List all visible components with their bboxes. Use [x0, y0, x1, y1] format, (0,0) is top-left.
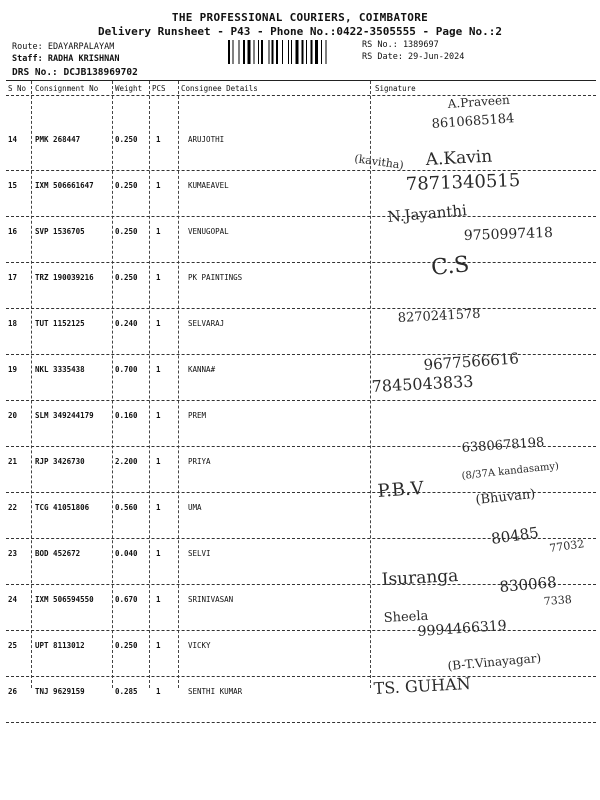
cell-consignment-no: TUT 1152125: [35, 319, 85, 328]
barcode-bar: [288, 40, 289, 64]
cell-weight: 0.285: [115, 687, 138, 696]
cell-consignee: PK PAINTINGS: [188, 273, 243, 282]
barcode-bar: [315, 40, 318, 64]
signature-ink: P.B.V: [376, 477, 425, 502]
signature-ink: (B-T.Vinayagar): [447, 650, 542, 673]
cell-weight: 0.250: [115, 641, 138, 650]
cell-sno: 21: [8, 457, 18, 466]
barcode-bar: [306, 40, 307, 64]
cell-consignee: SELVI: [188, 549, 211, 558]
barcode-bar: [282, 40, 283, 64]
cell-pcs: 1: [156, 641, 161, 650]
cell-consignee: PREM: [188, 411, 207, 420]
cell-consignment-no: TNJ 9629159: [35, 687, 85, 696]
signature-ink: 7845043833: [371, 371, 474, 396]
barcode-bar: [302, 40, 304, 64]
cell-pcs: 1: [156, 227, 161, 236]
cell-sno: 24: [8, 595, 18, 604]
barcode-bar: [296, 40, 299, 64]
barcode-bar: [291, 40, 292, 64]
signature-ink: 9677566616: [423, 349, 520, 374]
signature-ink: (Bhuvan): [474, 486, 537, 508]
barcode-bar: [311, 40, 313, 64]
cell-pcs: 1: [156, 319, 161, 328]
signature-ink: Isuranga: [381, 566, 459, 590]
signature-ink: A.Kavin: [425, 146, 493, 170]
cell-consignee: KUMAEAVEL: [188, 181, 229, 190]
cell-sno: 16: [8, 227, 18, 236]
signature-ink: (8/37A kandasamy): [461, 460, 560, 482]
barcode-bar: [276, 40, 278, 64]
barcode-bar: [261, 40, 263, 64]
rs-date: RS Date: 29-Jun-2024: [362, 52, 465, 62]
cell-pcs: 1: [156, 411, 161, 420]
col-header-consignee: Consignee Details: [181, 84, 258, 93]
cell-pcs: 1: [156, 273, 161, 282]
signature-ink: 8270241578: [397, 306, 481, 326]
col-header-weight: Weight: [115, 84, 143, 93]
barcode-bar: [243, 40, 245, 64]
row-divider: [6, 722, 596, 723]
cell-pcs: 1: [156, 365, 161, 374]
signature-ink: 8610685184: [431, 111, 515, 132]
signature-ink: 7871340515: [405, 170, 521, 195]
cell-sno: 26: [8, 687, 18, 696]
cell-consignee: KANNA#: [188, 365, 216, 374]
cell-weight: 0.250: [115, 273, 138, 282]
cell-pcs: 1: [156, 687, 161, 696]
cell-pcs: 1: [156, 457, 161, 466]
cell-consignee: SENTHI KUMAR: [188, 687, 243, 696]
cell-pcs: 1: [156, 503, 161, 512]
cell-consignment-no: SVP 1536705: [35, 227, 85, 236]
cell-sno: 15: [8, 181, 18, 190]
runsheet-title: Delivery Runsheet - P43 - Phone No.:0422-3505555 - Page No.:2: [98, 25, 502, 38]
barcode-bar: [254, 40, 255, 64]
col-header-signature: Signature: [375, 84, 416, 93]
cell-consignment-no: IXM 506661647: [35, 181, 94, 190]
barcode-bar: [248, 40, 251, 64]
cell-weight: 0.160: [115, 411, 138, 420]
col-header-sno: S No: [8, 84, 27, 93]
column-divider: [112, 81, 113, 688]
cell-consignment-no: IXM 506594550: [35, 595, 94, 604]
barcode-graphic: [228, 40, 354, 64]
route-label: Route: EDAYARPALAYAM: [12, 42, 115, 52]
signature-ink: 9994466319: [417, 617, 508, 640]
cell-sno: 19: [8, 365, 18, 374]
cell-consignee: VENUGOPAL: [188, 227, 229, 236]
signature-ink: TS. GUHAN: [373, 673, 472, 698]
barcode-bar: [326, 40, 327, 64]
rs-number: RS No.: 1389697: [362, 40, 439, 50]
signature-ink: C.S: [430, 252, 471, 281]
drs-number: DRS No.: DCJB138969702: [12, 67, 138, 78]
company-title: THE PROFESSIONAL COURIERS, COIMBATORE: [171, 11, 429, 24]
cell-pcs: 1: [156, 135, 161, 144]
cell-consignment-no: RJP 3426730: [35, 457, 85, 466]
cell-sno: 25: [8, 641, 18, 650]
signature-ink: 6380678198: [461, 435, 545, 456]
barcode-bar: [239, 40, 240, 64]
column-divider: [149, 81, 150, 688]
cell-weight: 0.700: [115, 365, 138, 374]
staff-label: Staff: RADHA KRISHNAN: [12, 54, 120, 64]
cell-pcs: 1: [156, 595, 161, 604]
cell-weight: 0.250: [115, 135, 138, 144]
signature-ink: (kavitha): [353, 152, 405, 172]
cell-consignee: UMA: [188, 503, 202, 512]
signature-ink: N.Jayanthi: [386, 201, 468, 226]
signature-ink: 7338: [543, 593, 573, 608]
barcode-bar: [321, 40, 322, 64]
cell-sno: 17: [8, 273, 18, 282]
signature-ink: Sheela: [383, 608, 429, 626]
signature-area: [353, 0, 596, 640]
cell-sno: 14: [8, 135, 18, 144]
cell-consignment-no: SLM 349244179: [35, 411, 94, 420]
cell-consignee: VICKY: [188, 641, 211, 650]
cell-consignee: SELVARAJ: [188, 319, 225, 328]
barcode-bar: [269, 40, 270, 64]
cell-consignee: SRINIVASAN: [188, 595, 234, 604]
signature-ink: 9750997418: [463, 224, 554, 244]
col-header-consignment: Consignment No: [35, 84, 99, 93]
signature-ink: 830068: [498, 573, 558, 596]
barcode-bar: [272, 40, 274, 64]
cell-weight: 0.040: [115, 549, 138, 558]
signature-ink: 80485: [490, 523, 540, 548]
cell-weight: 0.250: [115, 181, 138, 190]
signature-ink: A.Praveen: [447, 92, 511, 111]
barcode-bar: [258, 40, 259, 64]
signature-ink: 77032: [548, 537, 586, 555]
barcode-bar: [228, 40, 230, 64]
cell-weight: 2.200: [115, 457, 138, 466]
column-divider: [31, 81, 32, 688]
column-divider: [178, 81, 179, 688]
cell-sno: 18: [8, 319, 18, 328]
cell-consignment-no: PMK 268447: [35, 135, 81, 144]
barcode: [228, 40, 354, 64]
cell-weight: 0.250: [115, 227, 138, 236]
col-header-pcs: PCS: [152, 84, 166, 93]
cell-consignee: ARUJOTHI: [188, 135, 225, 144]
cell-pcs: 1: [156, 181, 161, 190]
signature-area-lower: [372, 640, 596, 704]
cell-pcs: 1: [156, 549, 161, 558]
cell-sno: 20: [8, 411, 18, 420]
cell-weight: 0.560: [115, 503, 138, 512]
barcode-bar: [233, 40, 234, 64]
cell-sno: 22: [8, 503, 18, 512]
cell-consignment-no: NKL 3335438: [35, 365, 85, 374]
cell-consignment-no: TCG 41051806: [35, 503, 90, 512]
cell-weight: 0.670: [115, 595, 138, 604]
cell-weight: 0.240: [115, 319, 138, 328]
cell-consignment-no: BOD 452672: [35, 549, 81, 558]
cell-consignment-no: TRZ 190039216: [35, 273, 94, 282]
cell-consignee: PRIYA: [188, 457, 211, 466]
cell-consignment-no: UPT 8113012: [35, 641, 85, 650]
cell-sno: 23: [8, 549, 18, 558]
